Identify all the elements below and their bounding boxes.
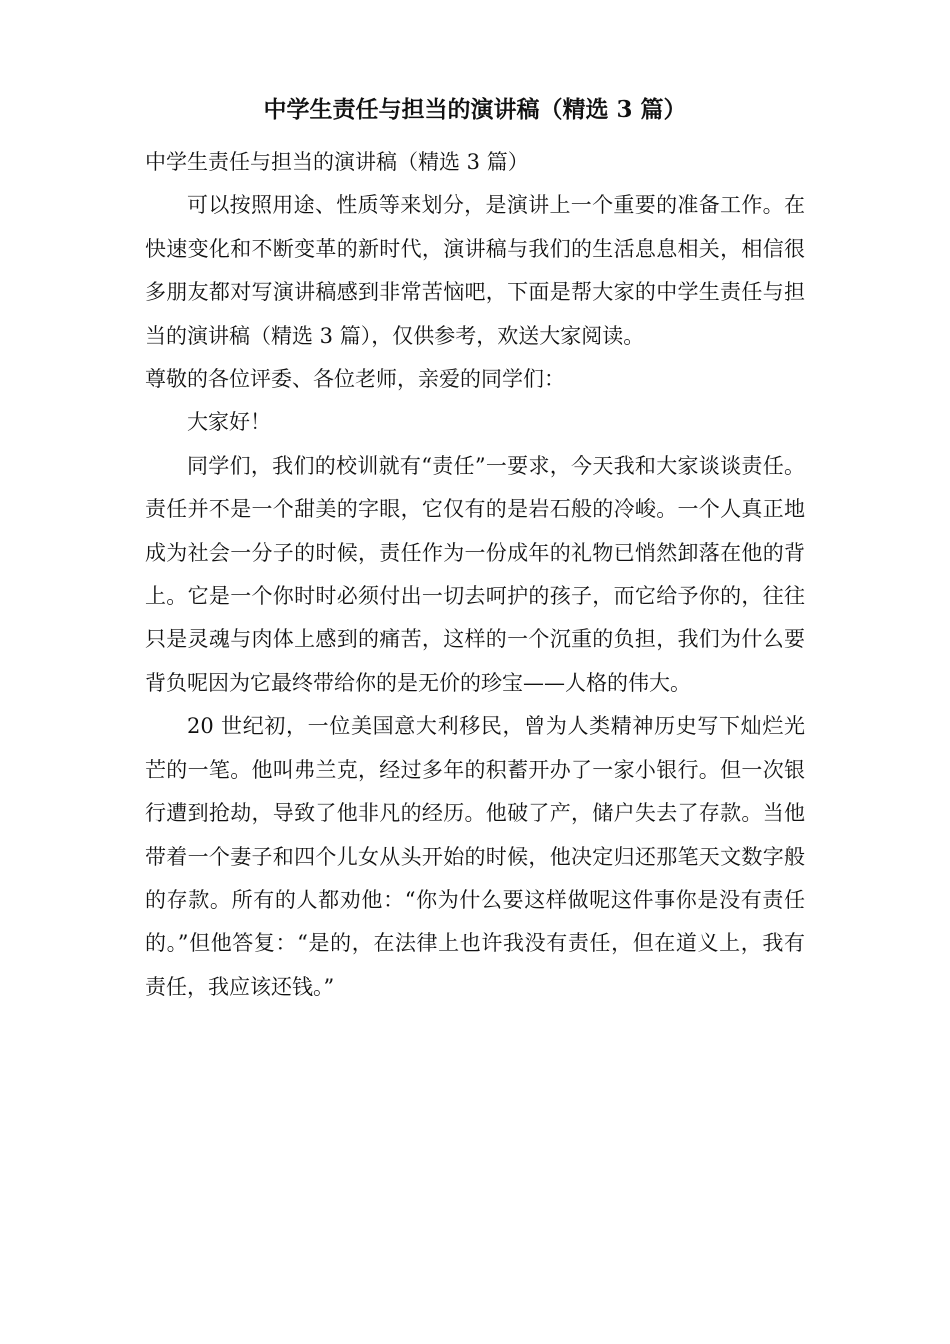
body-paragraph: 同学们，我们的校训就有“责任”一要求，今天我和大家谈谈责任。责任并不是一个甜美的字眼，它仅有的是岩石般的冷峻。一个人真正地成为社会一分子的时候，责任作为一份成年的礼物已悄然卸落在他的背上。它是一个你时时必须付出一切去呵护的孩子，而它给予你的，往往只是灵魂与肉体上感到的痛苦，这样的一个沉重的负担，我们为什么要背负呢因为它最终带给你的是无价的珍宝——人格的伟大。 <box>145 453 805 695</box>
body-paragraph: 20 世纪初，一位美国意大利移民，曾为人类精神历史写下灿烂光芒的一笔。他叫弗兰克，经过多年的积蓄开办了一家小银行。但一次银行遭到抢劫，导致了他非凡的经历。他破了产，储户失去了存款。当他带着一个妻子和四个儿女从头开始的时候，他决定归还那笔天文数字般的存款。所有的人都劝他：“你为什么要这样做呢这件事你是没有责任的。”但他答复：“是的，在法律上也许我没有责任，但在道义上，我有责任，我应该还钱。” <box>145 714 805 999</box>
intro-paragraph: 可以按照用途、性质等来划分，是演讲上一个重要的准备工作。在快速变化和不断变革的新时代，演讲稿与我们的生活息息相关，相信很多朋友都对写演讲稿感到非常苦恼吧，下面是帮大家的中学生责任与担当的演讲稿（精选 3 篇），仅供参考，欢送大家阅读。 <box>145 193 805 348</box>
document-body <box>145 141 805 1009</box>
salutation-paragraph: 尊敬的各位评委、各位老师，亲爱的同学们： <box>145 367 565 392</box>
document-title: 中学生责任与担当的演讲稿（精选 3 篇） <box>263 96 687 123</box>
subtitle-paragraph: 中学生责任与担当的演讲稿（精选 3 篇） <box>145 150 529 174</box>
greeting-paragraph: 大家好！ <box>187 410 271 435</box>
